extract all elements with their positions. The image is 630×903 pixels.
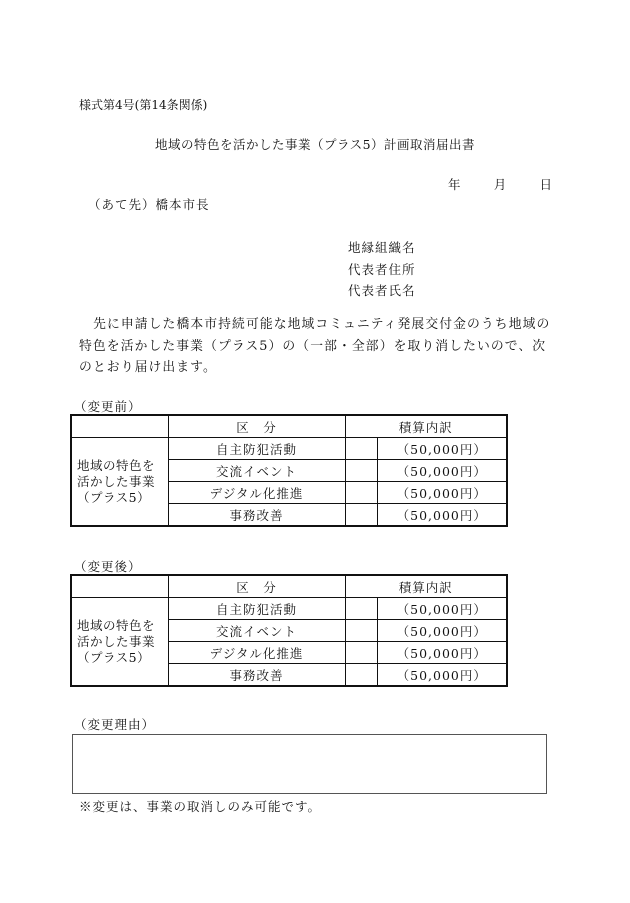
before-header-row (71, 415, 507, 438)
table-row (71, 438, 507, 460)
date-line (448, 175, 552, 193)
after-item: デジタル化推進 (168, 642, 345, 664)
reason-input-box[interactable] (72, 734, 547, 794)
after-section-label: （変更後） (74, 559, 142, 574)
sender-org-label: 地縁組織名 (348, 240, 416, 255)
before-table (70, 414, 508, 527)
before-amount: （50,000円） (377, 460, 507, 482)
before-item: 自主防犯活動 (168, 438, 345, 460)
date-day: 日 (539, 177, 552, 192)
after-amount: （50,000円） (377, 664, 507, 687)
sender-name-label: 代表者氏名 (348, 283, 416, 298)
after-category: 地域の特色を 活かした事業 （プラス5） (71, 598, 168, 687)
before-item: 交流イベント (168, 460, 345, 482)
before-amount: （50,000円） (377, 438, 507, 460)
before-header-breakdown: 積算内訳 (345, 415, 507, 438)
sender-address-label: 代表者住所 (348, 262, 416, 277)
before-header-category: 区 分 (168, 415, 345, 438)
table-row (71, 598, 507, 620)
form-number: 様式第4号(第14条関係) (79, 98, 208, 112)
after-item: 自主防犯活動 (168, 598, 345, 620)
after-item: 交流イベント (168, 620, 345, 642)
after-header-row (71, 575, 507, 598)
after-header-breakdown: 積算内訳 (345, 575, 507, 598)
date-year: 年 (448, 177, 461, 192)
body-text: 先に申請した橋本市持続可能な地域コミュニティ発展交付金のうち地域の特色を活かした事業（プラス5）の（一部・全部）を取り消したいので、次のとおり届け出ます。 (79, 317, 551, 375)
after-amount: （50,000円） (377, 642, 507, 664)
reason-section-label: （変更理由） (74, 717, 156, 732)
date-month: 月 (493, 177, 507, 192)
document-title: 地域の特色を活かした事業（プラス5）計画取消届出書 (154, 137, 476, 152)
after-table (70, 574, 508, 687)
before-item: デジタル化推進 (168, 482, 345, 504)
after-amount: （50,000円） (377, 598, 507, 620)
before-category: 地域の特色を 活かした事業 （プラス5） (71, 438, 168, 527)
before-section-label: （変更前） (74, 399, 142, 414)
addressee: （あて先）橋本市長 (88, 197, 210, 212)
before-amount: （50,000円） (377, 482, 507, 504)
before-amount: （50,000円） (377, 504, 507, 527)
footnote: ※変更は、事業の取消しのみ可能です。 (79, 799, 322, 814)
after-item: 事務改善 (168, 664, 345, 687)
after-header-category: 区 分 (168, 575, 345, 598)
before-item: 事務改善 (168, 504, 345, 527)
after-amount: （50,000円） (377, 620, 507, 642)
